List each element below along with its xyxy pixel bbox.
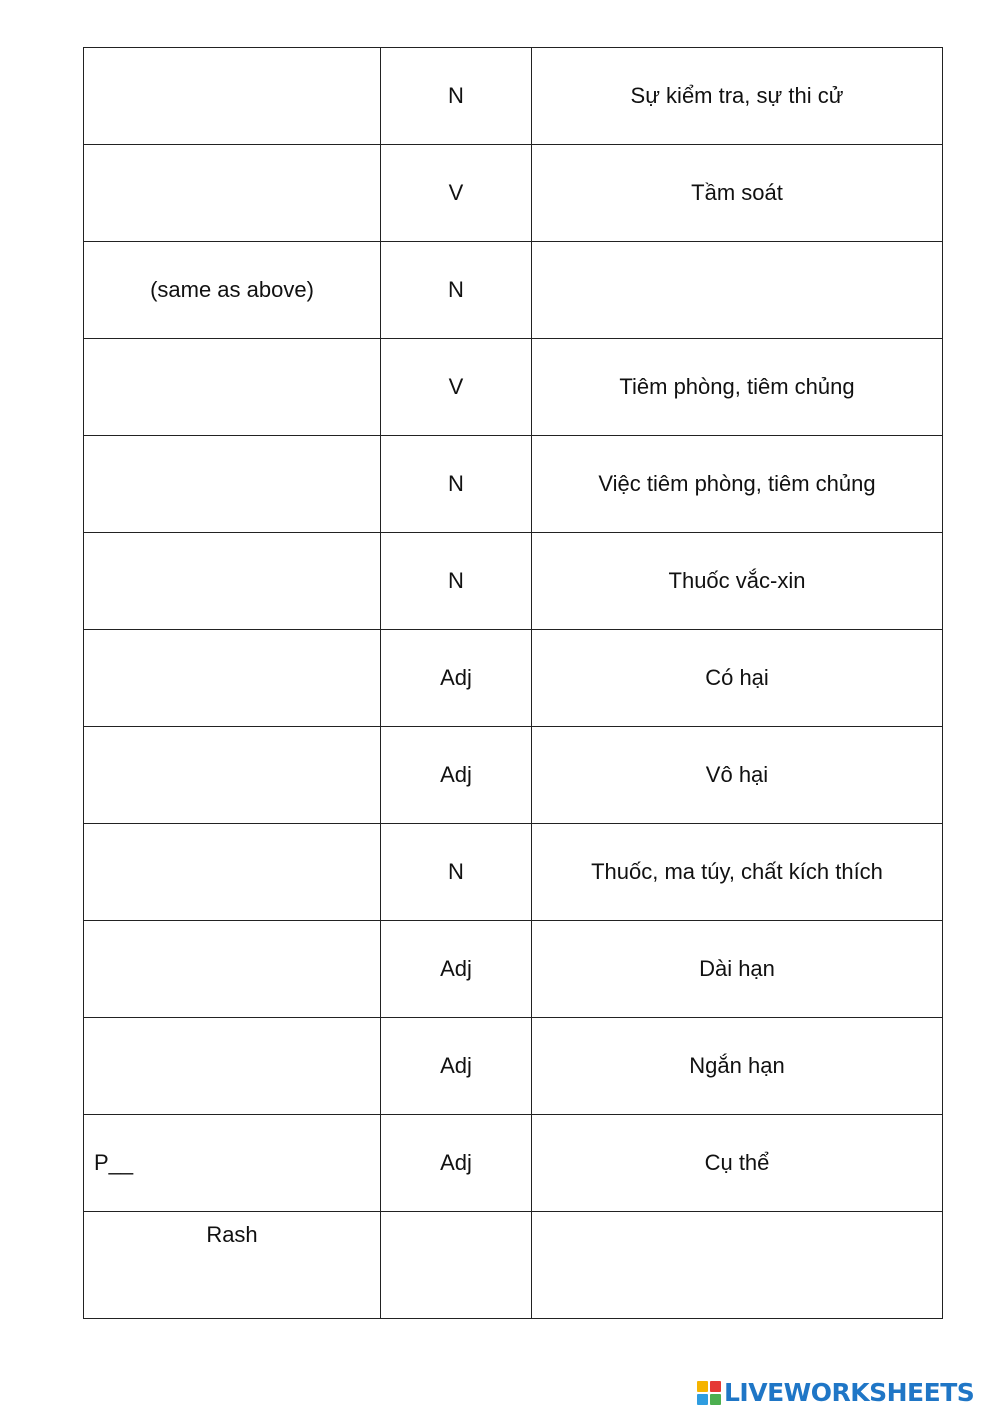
table-row (84, 921, 943, 1018)
word-cell[interactable] (84, 727, 381, 824)
brand-name: LIVEWORKSHEETS (724, 1378, 975, 1407)
word-cell[interactable] (84, 339, 381, 436)
part-of-speech-cell[interactable] (381, 1212, 532, 1319)
meaning-cell: Sự kiểm tra, sự thi cử (532, 48, 943, 145)
table-row (84, 727, 943, 824)
word-cell[interactable] (84, 48, 381, 145)
word-cell: Rash (84, 1212, 381, 1319)
meaning-cell: Cụ thể (532, 1115, 943, 1212)
part-of-speech-cell: N (381, 48, 532, 145)
meaning-cell: Dài hạn (532, 921, 943, 1018)
part-of-speech-cell: Adj (381, 1115, 532, 1212)
part-of-speech-cell: N (381, 824, 532, 921)
meaning-cell: Thuốc vắc-xin (532, 533, 943, 630)
part-of-speech-cell: N (381, 436, 532, 533)
meaning-cell: Tầm soát (532, 145, 943, 242)
table-row (84, 436, 943, 533)
word-cell[interactable]: P__ (84, 1115, 381, 1212)
meaning-cell: Vô hại (532, 727, 943, 824)
table-row (84, 1018, 943, 1115)
word-cell[interactable] (84, 1018, 381, 1115)
part-of-speech-cell: Adj (381, 727, 532, 824)
liveworksheets-logo-icon (697, 1381, 721, 1405)
table-row (84, 145, 943, 242)
meaning-cell[interactable] (532, 242, 943, 339)
table-row (84, 533, 943, 630)
word-cell[interactable] (84, 533, 381, 630)
word-cell[interactable] (84, 436, 381, 533)
meaning-cell[interactable] (532, 1212, 943, 1319)
meaning-cell: Ngắn hạn (532, 1018, 943, 1115)
meaning-cell: Thuốc, ma túy, chất kích thích (532, 824, 943, 921)
table-row (84, 242, 943, 339)
part-of-speech-cell: Adj (381, 630, 532, 727)
part-of-speech-cell: Adj (381, 1018, 532, 1115)
vocabulary-table (83, 47, 943, 1319)
word-cell[interactable] (84, 630, 381, 727)
word-cell[interactable] (84, 824, 381, 921)
word-cell[interactable] (84, 921, 381, 1018)
meaning-cell: Tiêm phòng, tiêm chủng (532, 339, 943, 436)
meaning-cell: Có hại (532, 630, 943, 727)
part-of-speech-cell: V (381, 339, 532, 436)
table-row (84, 1212, 943, 1319)
word-cell[interactable] (84, 145, 381, 242)
word-cell: (same as above) (84, 242, 381, 339)
table-row (84, 1115, 943, 1212)
part-of-speech-cell: Adj (381, 921, 532, 1018)
part-of-speech-cell: N (381, 242, 532, 339)
liveworksheets-logo (697, 1378, 974, 1408)
table-row (84, 339, 943, 436)
table-row (84, 630, 943, 727)
table-row (84, 824, 943, 921)
part-of-speech-cell: V (381, 145, 532, 242)
table-row (84, 48, 943, 145)
meaning-cell: Việc tiêm phòng, tiêm chủng (532, 436, 943, 533)
part-of-speech-cell: N (381, 533, 532, 630)
